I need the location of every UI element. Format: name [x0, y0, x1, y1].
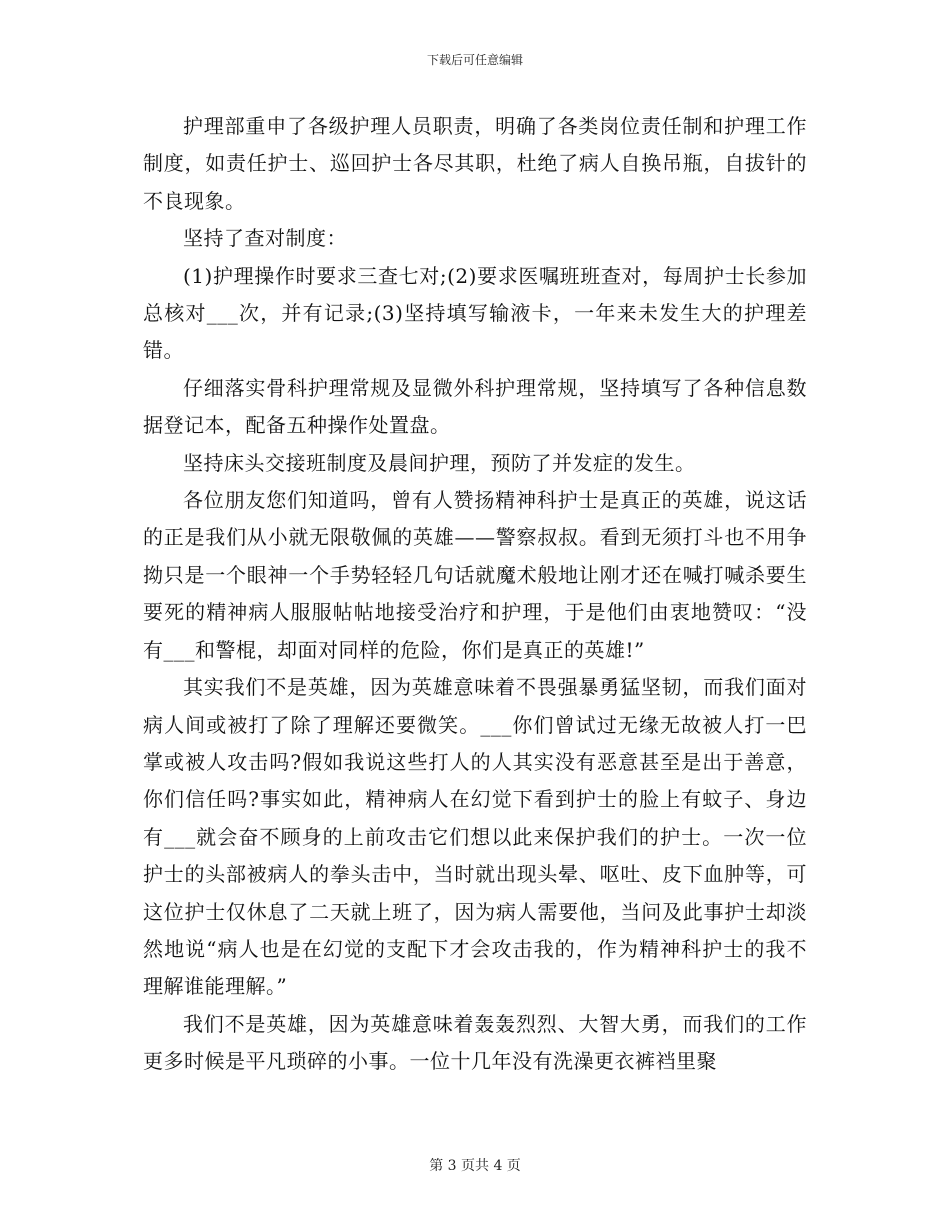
- paragraph-check-details: (1)护理操作时要求三查七对;(2)要求医嘱班班查对，每周护士长参加总核对___次，并有记录;(3)坚持填写输液卡，一年来未发生大的护理差错。: [143, 263, 807, 363]
- page-footer: 第 3 页共 4 页: [429, 1158, 521, 1174]
- paragraph-not-heroes-ordinary: 我们不是英雄，因为英雄意味着轰轰烈烈、大智大勇，而我们的工作更多时候是平凡琐碎的小事。一位十几年没有洗澡更衣裤裆里聚: [143, 1011, 807, 1074]
- page-header: 下载后可任意编辑: [426, 53, 523, 67]
- paragraph-bedside-handover: 坚持床头交接班制度及晨间护理，预防了并发症的发生。: [183, 450, 696, 475]
- paragraph-nursing-duties: 护理部重申了各级护理人员职责，明确了各类岗位责任制和护理工作制度，如责任护士、巡回护士各尽其职，杜绝了病人自换吊瓶，自拔针的不良现象。: [143, 114, 807, 213]
- paragraph-not-heroes-understanding: 其实我们不是英雄，因为英雄意味着不畏强暴勇猛坚韧，而我们面对病人间或被打了除了理解还要微笑。___你们曾试过无缘无故被人打一巴掌或被人攻击吗?假如我说这些打人的人其实没有恶意甚至是出于善意，你们信任吗?事实如此，精神病人在幻觉下看到护士的脸上有蚊子、身边有___就会奋不顾身的上前攻击它们想以此来保护我们的护士。一次一位护士的头部被病人的拳头击中，当时就出现头晕、呕吐、皮下血肿等，可这位护士仅休息了二天就上班了，因为病人需要他，当问及此事护士却淡然地说“病人也是在幻觉的支配下才会攻击我的，作为精神科护士的我不理解谁能理解。”: [143, 675, 807, 999]
- document-body: [143, 108, 807, 1081]
- paragraph-check-system: 坚持了查对制度：: [183, 226, 347, 251]
- paragraph-heroes-praise: 各位朋友您们知道吗，曾有人赞扬精神科护士是真正的英雄，说这话的正是我们从小就无限敬佩的英雄——警察叔叔。看到无须打斗也不用争拗只是一个眼神一个手势轻轻几句话就魔术般地让刚才还在喊打喊杀要生要死的精神病人服服帖帖地接受治疗和护理，于是他们由衷地赞叹：“没有___和警棍，却面对同样的危险，你们是真正的英雄!”: [143, 488, 807, 662]
- paragraph-orthopedic-routine: 仔细落实骨科护理常规及显微外科护理常规，坚持填写了各种信息数据登记本，配备五种操作处置盘。: [143, 375, 807, 438]
